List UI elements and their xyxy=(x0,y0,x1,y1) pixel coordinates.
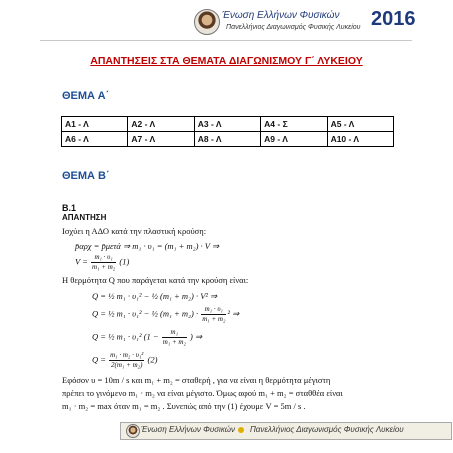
footer-org: Ένωση Ελλήνων Φυσικών xyxy=(141,425,235,434)
footer-competition: Πανελλήνιος Διαγωνισμός Φυσικής Λυκείου xyxy=(250,425,404,434)
text-line: Εφόσον υ = 10m / s και m₁ + m₂ = σταθερή , για να είναι η θερμότητα μέγιστη xyxy=(62,375,331,385)
table-row xyxy=(62,132,394,147)
equation-heat-2 xyxy=(92,305,239,324)
header-year: 2016 xyxy=(371,8,416,30)
denominator: m₁ + m₂ xyxy=(162,338,186,346)
text-line: Η θερμότητα Q που παράγεται κατά την κρούση είναι: xyxy=(62,275,249,285)
table-cell: Α2 - Λ xyxy=(128,117,194,132)
fraction xyxy=(201,305,226,324)
equation-part: V = xyxy=(75,256,88,267)
answers-table xyxy=(61,116,394,147)
denominator: m₁ + m₂ xyxy=(92,263,116,271)
table-cell: Α4 - Σ xyxy=(261,117,327,132)
header-divider xyxy=(40,40,412,41)
equation-part: Q = ½ m₁ · υ₁² (1 − xyxy=(92,331,159,342)
equation-velocity xyxy=(75,253,129,272)
competition-name: Πανελλήνιος Διαγωνισμός Φυσικής Λυκείου xyxy=(226,24,361,31)
text-line: Ισχύει η ΑΔΟ κατά την πλαστική κρούση: xyxy=(62,226,207,236)
org-name: Ένωση Ελλήνων Φυσικών xyxy=(222,10,340,21)
table-cell: Α9 - Λ xyxy=(261,132,327,147)
numerator: m₁ · υ₁ xyxy=(201,305,226,315)
table-cell: Α3 - Λ xyxy=(194,117,260,132)
fraction xyxy=(162,328,187,347)
page-title: ΑΠΑΝΤΗΣΕΙΣ ΣΤΑ ΘΕΜΑΤΑ ΔΙΑΓΩΝΙΣΜΟΥ Γ΄ ΛΥΚΕΙΟΥ xyxy=(90,55,363,67)
equation-part: ) ⇒ xyxy=(190,331,203,342)
equation-part: ² ⇒ xyxy=(227,308,240,319)
answer-label: ΑΠΑΝΤΗΣΗ xyxy=(62,213,107,222)
section-a-heading: ΘΕΜΑ Α΄ xyxy=(62,90,110,102)
equation-part: Q = ½ m₁ · υ₁² − ½ (m₁ + m₂) · xyxy=(92,308,199,319)
table-cell: Α1 - Λ xyxy=(62,117,128,132)
equation-heat-4 xyxy=(92,351,157,370)
text-line: m₁ · m₂ = max όταν m₁ = m₂ . Συνεπώς από την (1) έχουμε V = 5m / s . xyxy=(62,401,306,411)
numerator: m₁ xyxy=(162,328,187,338)
logo-icon xyxy=(194,9,220,35)
table-cell: Α6 - Λ xyxy=(62,132,128,147)
equation-heat-3 xyxy=(92,328,202,347)
table-cell: Α5 - Λ xyxy=(327,117,393,132)
fraction xyxy=(91,253,116,272)
denominator: 2(m₁ + m₂) xyxy=(111,361,143,369)
equation-tag: (2) xyxy=(147,354,158,365)
text-line: πρέπει το γινόμενο m₁ · m₂ να είναι μέγιστο. Όμως αφού m₁ + m₂ = σταθθέα είναι xyxy=(62,388,343,398)
section-b-heading: ΘΕΜΑ Β΄ xyxy=(62,170,110,182)
denominator: m₁ + m₂ xyxy=(202,315,226,323)
fraction xyxy=(109,351,144,370)
footer-dot-icon xyxy=(238,427,244,433)
table-cell: Α7 - Λ xyxy=(128,132,194,147)
numerator: m₁ · υ₁ xyxy=(91,253,116,263)
equation-momentum: p̄αρχ = p̄μετά ⇒ m₁ · υ₁ = (m₁ + m₂) · V ⇒ xyxy=(75,241,220,251)
part-label: Β.1 xyxy=(62,203,77,213)
equation-tag: (1) xyxy=(119,256,130,267)
table-row xyxy=(62,117,394,132)
table-cell: Α10 - Λ xyxy=(327,132,393,147)
table-cell: Α8 - Λ xyxy=(194,132,260,147)
numerator: m₁ · m₂ · υ₁² xyxy=(110,351,144,359)
equation-part: Q = xyxy=(92,354,106,365)
footer-logo-icon xyxy=(126,424,140,438)
equation-heat-1: Q = ½ m₁ · υ₁² − ½ (m₁ + m₂) · V² ⇒ xyxy=(92,291,218,301)
